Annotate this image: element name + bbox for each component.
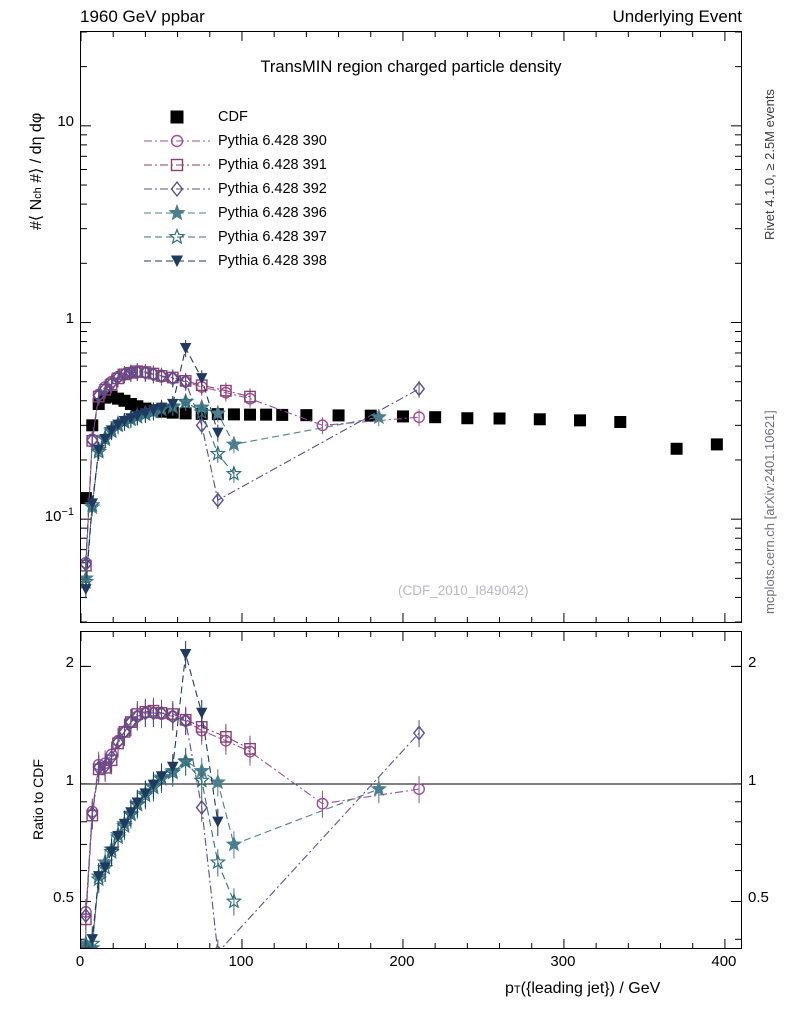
header-right-label: Underlying Event [612,7,742,26]
ratio-y-tick-label-right: 1 [748,771,757,789]
header-left-label: 1960 GeV ppbar [80,7,205,26]
legend-key-circle-open [140,130,214,152]
ratio-y-axis-title: Ratio to CDF [30,759,46,840]
legend [140,105,327,273]
plot-title: TransMIN region charged particle density [260,58,562,76]
legend-label: CDF [218,109,248,125]
legend-item [140,105,327,129]
ratio-plot-canvas [81,632,741,948]
x-axis-title [505,980,660,998]
ratio-y-tick-label: 2 [65,654,74,672]
x-tick-label: 400 [711,953,737,970]
x-tick-label: 100 [228,953,254,970]
legend-key-star-filled [140,202,214,224]
y-tick-label: $10^{-1}$ [44,506,74,526]
x-tick-label: 300 [550,953,576,970]
ratio-y-tick-label: 0.5 [53,889,74,907]
ratio-plot-panel [80,631,742,949]
analysis-id-watermark: (CDF_2010_I849042) [398,583,529,598]
x-tick-label: 200 [389,953,415,970]
ratio-y-tick-label: 1 [65,771,74,789]
ratio-y-tick-label-right: 0.5 [748,889,769,907]
legend-label: Pythia 6.428 390 [218,133,327,149]
legend-key-square-filled [140,106,214,128]
legend-key-triangle-down-filled [140,250,214,272]
legend-key-square-open [140,154,214,176]
legend-label: Pythia 6.428 396 [218,205,327,221]
legend-item [140,153,327,177]
rivet-version-label: Rivet 4.1.0, ≥ 2.5M events [762,89,777,240]
legend-label: Pythia 6.428 391 [218,157,327,173]
legend-item [140,225,327,249]
legend-label: Pythia 6.428 397 [218,229,327,245]
y-axis-title-part-b: #⟩ / dη dφ [28,112,45,188]
y-axis-title [26,113,46,230]
legend-label: Pythia 6.428 392 [218,181,327,197]
y-axis-title-subscript: ch [32,187,44,199]
ratio-y-tick-label-right: 2 [748,654,757,672]
x-tick-label: 0 [75,953,85,970]
x-axis-title-subscript: T [513,984,521,996]
x-axis-title-rest: ({leading jet}) / GeV [520,980,661,997]
mcplots-reference-label: mcplots.cern.ch [arXiv:2401.10621] [762,410,777,614]
legend-item [140,129,327,153]
legend-key-diamond-open [140,178,214,200]
legend-item [140,177,327,201]
y-tick-label: 10 [57,112,74,130]
y-axis-title-part-a: #⟨ N [28,198,45,230]
legend-label: Pythia 6.428 398 [218,253,327,269]
legend-item [140,201,327,225]
chart-header [80,4,742,30]
legend-key-star-open [140,226,214,248]
x-axis-title-p: p [505,980,514,997]
legend-item [140,249,327,273]
y-tick-label: 1 [65,309,74,327]
